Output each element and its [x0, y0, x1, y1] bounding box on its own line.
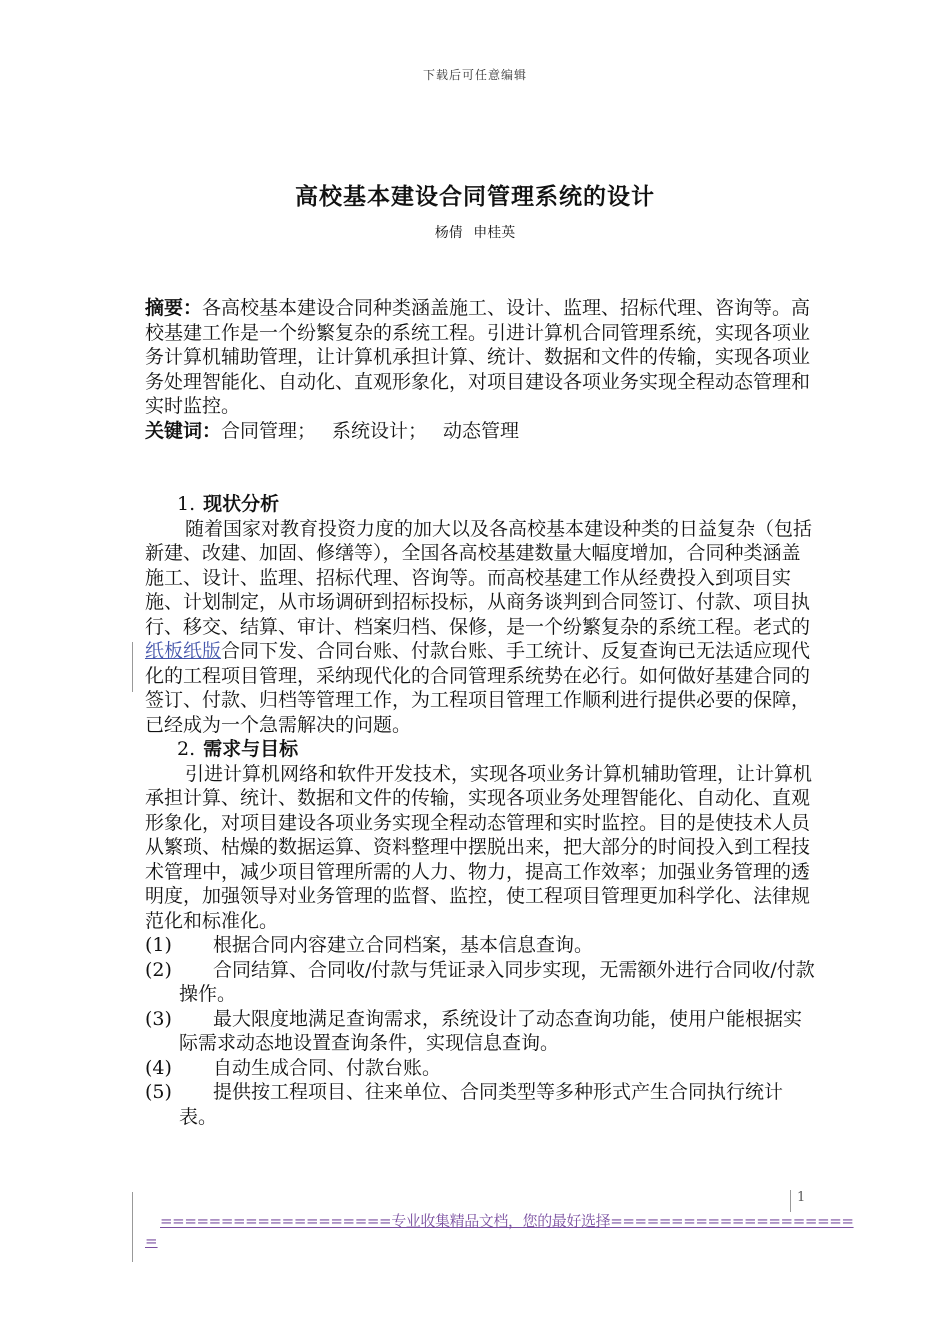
list-number: (5)	[145, 1081, 172, 1103]
keywords	[145, 419, 817, 444]
keywords-label: 关键词：	[145, 420, 222, 442]
section-title: 现状分析	[203, 493, 280, 515]
change-bar	[132, 1192, 133, 1262]
keyword: 系统设计；	[332, 420, 428, 442]
list-text: 合同结算、合同收/付款与凭证录入同步实现，无需额外进行合同收/付款操作。	[179, 958, 815, 1005]
section-paragraph: 引进计算机网络和软件开发技术，实现各项业务计算机辅助管理，让计算机承担计算、统计、数据和文件的传输，实现各项业务处理智能化、自动化、直观形象化，对项目建设各项业务实现全程动态管理和实时监控。目的是使技术人员从繁琐、枯燥的数据运算、资料整理中摆脱出来，把大部分的时间投入到工程技术管理中，减少项目管理所需的人力、物力，提高工作效率；加强业务管理的透明度，加强领导对业务管理的监督、监控，使工程项目管理更加科学化、法律规范化和标准化。	[145, 762, 813, 932]
section-heading	[145, 737, 817, 762]
section-title: 需求与目标	[203, 738, 299, 760]
list-item	[145, 958, 817, 1007]
author-name: 杨倩	[434, 225, 463, 241]
list-text: 自动生成合同、付款台账。	[213, 1056, 442, 1079]
list-number: (4)	[145, 1056, 172, 1079]
footer-banner: ===================专业收集精品文档，您的最好选择====================	[160, 1212, 854, 1230]
page-number: 1	[797, 1190, 806, 1205]
abstract-text: 各高校基本建设合同种类涵盖施工、设计、监理、招标代理、咨询等。高校基建工作是一个纷繁复杂的系统工程。引进计算机合同管理系统，实现各项业务计算机辅助管理，让计算机承担计算、统计、数据和文件的传输，实现各项业务处理智能化、自动化、直观形象化，对项目建设各项业务实现全程动态管理和实时监控。	[145, 297, 811, 417]
list-text: 根据合同内容建立合同档案，基本信息查询。	[213, 934, 594, 956]
list-item	[145, 1080, 817, 1129]
keyword: 动态管理	[443, 420, 520, 442]
list-text: 最大限度地满足查询需求，系统设计了动态查询功能，使用户能根据实际需求动态地设置查询条件，实现信息查询。	[179, 1007, 803, 1054]
paragraph-text: 随着国家对教育投资力度的加大以及各高校基本建设种类的日益复杂（包括新建、改建、加固、修缮等），全国各高校基建数量大幅度增加，合同种类涵盖施工、设计、监理、招标代理、咨询等。而高校基建工作从经费投入到项目实施、计划制定，从市场调研到招标投标，从商务谈判到合同签订、付款、项目执行、移交、结算、审计、档案归档、保修，是一个纷繁复杂的系统工程。老式的	[145, 517, 813, 638]
list-number: (3)	[145, 1007, 172, 1030]
footer-banner-tail: =	[145, 1232, 158, 1250]
abstract-label: 摘要：	[145, 297, 203, 319]
section-paragraph	[145, 517, 817, 738]
author-name: 申桂英	[473, 225, 516, 241]
list-number: (1)	[145, 934, 172, 956]
tracked-change-link[interactable]: 纸板纸版	[145, 640, 222, 662]
header-note: 下载后可任意编辑	[422, 68, 527, 82]
list-text: 提供按工程项目、往来单位、合同类型等多种形式产生合同执行统计表。	[179, 1081, 784, 1128]
keyword: 合同管理；	[221, 420, 317, 442]
body-sections	[145, 492, 817, 1129]
change-bar	[132, 642, 133, 692]
list-item	[145, 1007, 817, 1056]
section-number: 1.	[177, 493, 196, 515]
abstract	[145, 296, 817, 419]
paragraph-text: 合同下发、合同台账、付款台账、手工统计、反复查询已无法适应现代化的工程项目管理，采纳现代化的合同管理系统势在必行。如何做好基建合同的签订、付款、归档等管理工作，为工程项目管理工作顺利进行提供必要的保障，已经成为一个急需解决的问题。	[145, 640, 811, 736]
list-item	[145, 1056, 817, 1081]
page-number-divider	[790, 1190, 791, 1212]
section-number: 2.	[177, 738, 196, 760]
list-item	[145, 933, 817, 958]
section-heading	[145, 492, 817, 517]
list-number: (2)	[145, 958, 172, 981]
authors	[0, 222, 950, 242]
document-title: 高校基本建设合同管理系统的设计	[295, 183, 655, 210]
